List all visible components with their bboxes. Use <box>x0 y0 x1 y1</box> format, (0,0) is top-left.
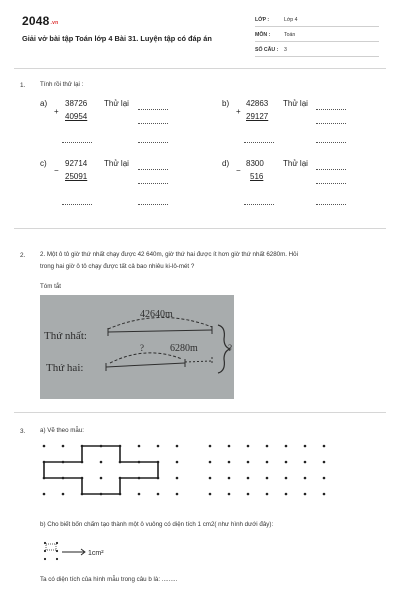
summary-label: Tóm tắt <box>40 283 61 290</box>
meta-label: SỐ CÂU : <box>255 47 279 53</box>
unit-square <box>46 544 56 550</box>
dot-grid-figure <box>40 442 330 498</box>
question-prompt: Tính rồi thử lại : <box>40 81 84 88</box>
operand-bottom: 516 <box>250 172 264 181</box>
answer-dots <box>244 204 274 205</box>
operand-top: 8300 <box>246 159 264 168</box>
answer-dots <box>316 183 346 184</box>
answer-dots <box>316 109 346 110</box>
meta-row-count <box>255 45 379 57</box>
answer-dots <box>316 123 346 124</box>
divider <box>14 412 386 413</box>
operand-bottom: 25091 <box>65 172 88 181</box>
check-label: Thử lại <box>104 99 129 108</box>
answer-dots <box>244 142 274 143</box>
answer-dots <box>62 204 92 205</box>
logo-suffix: .vn <box>50 20 59 26</box>
unit-label: 1cm² <box>88 550 104 557</box>
meta-label: MÔN : <box>255 32 271 38</box>
area-answer-line: Ta có diện tích của hình mẫu trong câu b là: ......... <box>40 576 178 583</box>
problem-key: a) <box>40 99 48 108</box>
operand-top: 92714 <box>65 159 88 168</box>
first-hour-segment <box>108 330 212 332</box>
problem-key: d) <box>222 159 230 168</box>
second-label: Thứ hai: <box>46 362 84 374</box>
operator-sign: + <box>54 107 59 116</box>
problem-key: b) <box>222 99 230 108</box>
problem-diagram-photo <box>40 295 234 399</box>
segment-diagram <box>40 295 234 399</box>
top-value: 42640m <box>140 309 173 320</box>
problem-c <box>40 159 210 199</box>
meta-value: Toán <box>284 32 296 38</box>
answer-dots <box>62 142 92 143</box>
question-text-line: 2. Một ô tô giờ thứ nhất chạy được 42 640m, giờ thứ hai được ít hơn giờ thứ nhất 6280m. Hỏi <box>40 251 298 258</box>
question-number: 3. <box>20 428 26 435</box>
divider <box>14 228 386 229</box>
document-title: Giải vở bài tập Toán lớp 4 Bài 31. Luyện tập có đáp án <box>22 34 212 43</box>
operand-top: 42863 <box>246 99 269 108</box>
check-label: Thử lại <box>283 159 308 168</box>
total-unknown-mark: ? <box>228 343 232 353</box>
second-brace <box>110 353 182 363</box>
answer-dots <box>138 109 168 110</box>
meta-row-subject <box>255 30 379 42</box>
meta-value: 3 <box>284 47 287 53</box>
operand-top: 38726 <box>65 99 88 108</box>
problem-d <box>222 159 392 199</box>
answer-dots <box>316 204 346 205</box>
operator-sign: − <box>54 166 59 175</box>
right-dot-grid <box>209 445 326 496</box>
second-hour-segment <box>106 363 185 367</box>
first-label: Thứ nhất: <box>44 330 87 342</box>
answer-dots <box>316 142 346 143</box>
answer-dots <box>138 123 168 124</box>
meta-label: LỚP : <box>255 17 270 23</box>
question-number: 2. <box>20 252 26 259</box>
check-label: Thử lại <box>283 99 308 108</box>
problem-b <box>222 99 392 139</box>
operand-bottom: 29127 <box>246 112 269 121</box>
answer-dots <box>138 169 168 170</box>
unknown-mark: ? <box>140 343 144 353</box>
problem-key: c) <box>40 159 47 168</box>
operator-sign: − <box>236 166 241 175</box>
unit-square-figure <box>40 539 120 565</box>
check-label: Thử lại <box>104 159 129 168</box>
question-text-line: trong hai giờ ô tô chạy được tất cả bao nhiêu ki-lô-mét ? <box>40 263 195 270</box>
part-b-prompt: b) Cho biết bốn chấm tạo thành một ô vuông có diện tích 1 cm2( như hình dưới đây): <box>40 521 274 528</box>
answer-dots <box>138 183 168 184</box>
sample-cross-shape <box>44 446 158 494</box>
problem-a <box>40 99 210 139</box>
operand-bottom: 40954 <box>65 112 88 121</box>
answer-dots <box>316 169 346 170</box>
part-a-prompt: a) Vẽ theo mẫu: <box>40 427 85 434</box>
divider <box>14 68 386 69</box>
difference-value: 6280m <box>170 343 198 354</box>
question-number: 1. <box>20 82 26 89</box>
meta-value: Lớp 4 <box>284 17 298 23</box>
logo-text: 2048 <box>22 14 50 28</box>
site-logo[interactable] <box>22 14 58 28</box>
answer-dots <box>138 204 168 205</box>
operator-sign: + <box>236 107 241 116</box>
answer-dots <box>138 142 168 143</box>
meta-row-class <box>255 15 379 27</box>
